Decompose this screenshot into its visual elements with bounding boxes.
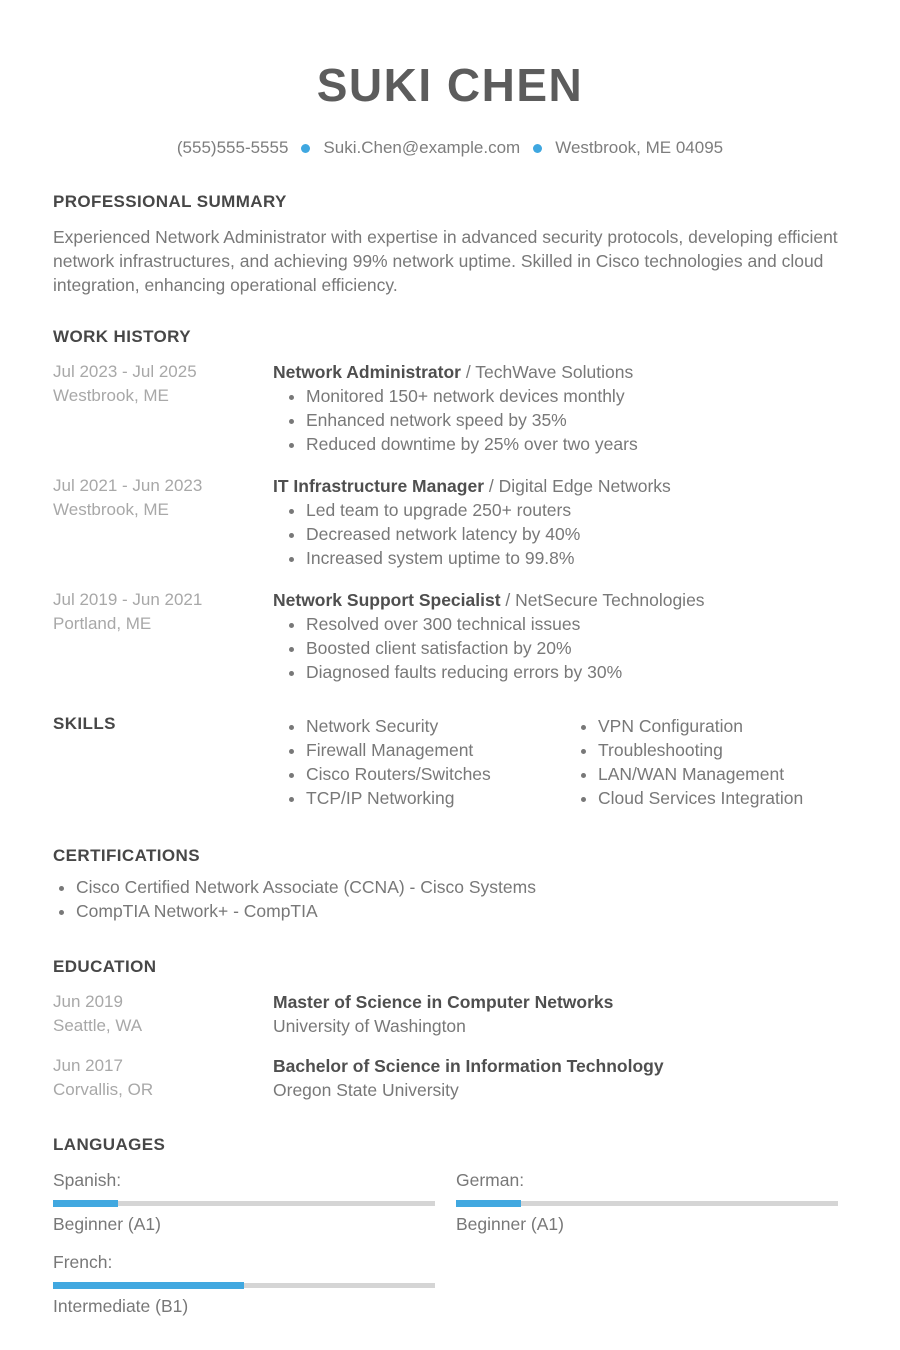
- skills-columns: [273, 714, 847, 810]
- job-company: TechWave Solutions: [475, 362, 634, 382]
- skills-column-1: [273, 714, 565, 810]
- job-dates: Jul 2019 - Jun 2021: [53, 590, 203, 609]
- skill-item: • Cloud Services Integration: [598, 786, 847, 810]
- section-heading-skills: SKILLS: [53, 714, 116, 733]
- job-location: Portland, ME: [53, 614, 152, 633]
- language-progress-bar: [53, 1200, 435, 1207]
- location-text: Westbrook, ME 04095: [555, 138, 724, 157]
- skill-item: • Troubleshooting: [598, 738, 847, 762]
- job-bullet: • Monitored 150+ network devices monthly: [306, 384, 847, 408]
- section-heading-work-history: WORK HISTORY: [53, 327, 191, 346]
- education-entry: [53, 990, 847, 1038]
- education-dates: Jun 2017: [53, 1056, 123, 1075]
- language-name: Spanish:: [53, 1170, 122, 1190]
- language-progress-bar: [53, 1282, 435, 1289]
- progress-fill: [53, 1282, 244, 1289]
- job-bullet: • Resolved over 300 technical issues: [306, 612, 847, 636]
- work-entry: [53, 474, 847, 570]
- skill-item: • LAN/WAN Management: [598, 762, 847, 786]
- skills-column-2: [565, 714, 847, 810]
- education-school: Oregon State University: [273, 1080, 459, 1100]
- education-location: Corvallis, OR: [53, 1080, 154, 1099]
- certification-item: • CompTIA Network+ - CompTIA: [76, 899, 847, 923]
- job-location: Westbrook, ME: [53, 386, 169, 405]
- job-bullet: • Diagnosed faults reducing errors by 30%: [306, 660, 847, 684]
- language-item: [53, 1170, 435, 1235]
- section-heading-education: EDUCATION: [53, 957, 157, 976]
- section-skills: [53, 714, 847, 810]
- language-level: Beginner (A1): [53, 1214, 161, 1234]
- education-dates: Jun 2019: [53, 992, 123, 1011]
- education-location: Seattle, WA: [53, 1016, 143, 1035]
- job-bullet-list: [273, 612, 847, 684]
- work-entry: [53, 588, 847, 684]
- dot-separator-icon: [533, 144, 542, 153]
- education-school: University of Washington: [273, 1016, 466, 1036]
- job-bullet: • Decreased network latency by 40%: [306, 522, 847, 546]
- work-entry: [53, 360, 847, 456]
- language-name: French:: [53, 1252, 113, 1272]
- job-company: NetSecure Technologies: [515, 590, 705, 610]
- section-heading-certifications: CERTIFICATIONS: [53, 846, 200, 865]
- phone-text: (555)555-5555: [176, 138, 289, 157]
- progress-fill: [53, 1200, 118, 1207]
- progress-fill: [456, 1200, 521, 1207]
- skill-item: • VPN Configuration: [598, 714, 847, 738]
- language-item: [456, 1170, 838, 1235]
- section-heading-languages: LANGUAGES: [53, 1135, 166, 1154]
- job-bullet-list: [273, 384, 847, 456]
- email-text: Suki.Chen@example.com: [323, 138, 521, 157]
- certification-list: [53, 875, 847, 923]
- section-heading-summary: PROFESSIONAL SUMMARY: [53, 192, 287, 211]
- education-degree: Master of Science in Computer Networks: [273, 992, 614, 1012]
- title-company-separator: /: [505, 590, 511, 610]
- language-level: Intermediate (B1): [53, 1296, 189, 1316]
- job-bullet: • Increased system uptime to 99.8%: [306, 546, 847, 570]
- skill-item: • Firewall Management: [306, 738, 565, 762]
- section-work-history: [53, 327, 847, 684]
- skill-item: • TCP/IP Networking: [306, 786, 565, 810]
- job-bullet: • Led team to upgrade 250+ routers: [306, 498, 847, 522]
- job-bullet: • Boosted client satisfaction by 20%: [306, 636, 847, 660]
- dot-separator-icon: [301, 144, 310, 153]
- section-certifications: [53, 846, 847, 923]
- page-title: SUKI CHEN: [316, 59, 584, 111]
- language-level: Beginner (A1): [456, 1214, 564, 1234]
- job-title: Network Support Specialist: [273, 590, 501, 610]
- language-name: German:: [456, 1170, 525, 1190]
- education-degree: Bachelor of Science in Information Technology: [273, 1056, 664, 1076]
- education-entry: [53, 1054, 847, 1102]
- skill-item: • Network Security: [306, 714, 565, 738]
- section-professional-summary: [53, 192, 847, 297]
- title-company-separator: /: [488, 476, 494, 496]
- job-bullet: • Enhanced network speed by 35%: [306, 408, 847, 432]
- language-progress-bar: [456, 1200, 838, 1207]
- certification-item: • Cisco Certified Network Associate (CCNA) - Cisco Systems: [76, 875, 847, 899]
- language-grid: [53, 1170, 838, 1317]
- job-title: Network Administrator: [273, 362, 461, 382]
- title-company-separator: /: [465, 362, 471, 382]
- section-languages: [53, 1135, 847, 1317]
- job-title: IT Infrastructure Manager: [273, 476, 485, 496]
- skill-item: • Cisco Routers/Switches: [306, 762, 565, 786]
- summary-text: Experienced Network Administrator with expertise in advanced security protocols, developing efficient network infrastructures, and achieving 99% network uptime. Skilled in Cisco technologies and cloud integration, enhancing operational efficiency.: [53, 227, 838, 295]
- language-item: [53, 1252, 435, 1317]
- contact-row: [53, 138, 847, 158]
- section-education: [53, 957, 847, 1102]
- job-company: Digital Edge Networks: [498, 476, 671, 496]
- job-bullet: • Reduced downtime by 25% over two years: [306, 432, 847, 456]
- job-dates: Jul 2023 - Jul 2025: [53, 362, 197, 381]
- job-dates: Jul 2021 - Jun 2023: [53, 476, 203, 495]
- job-bullet-list: [273, 498, 847, 570]
- job-location: Westbrook, ME: [53, 500, 169, 519]
